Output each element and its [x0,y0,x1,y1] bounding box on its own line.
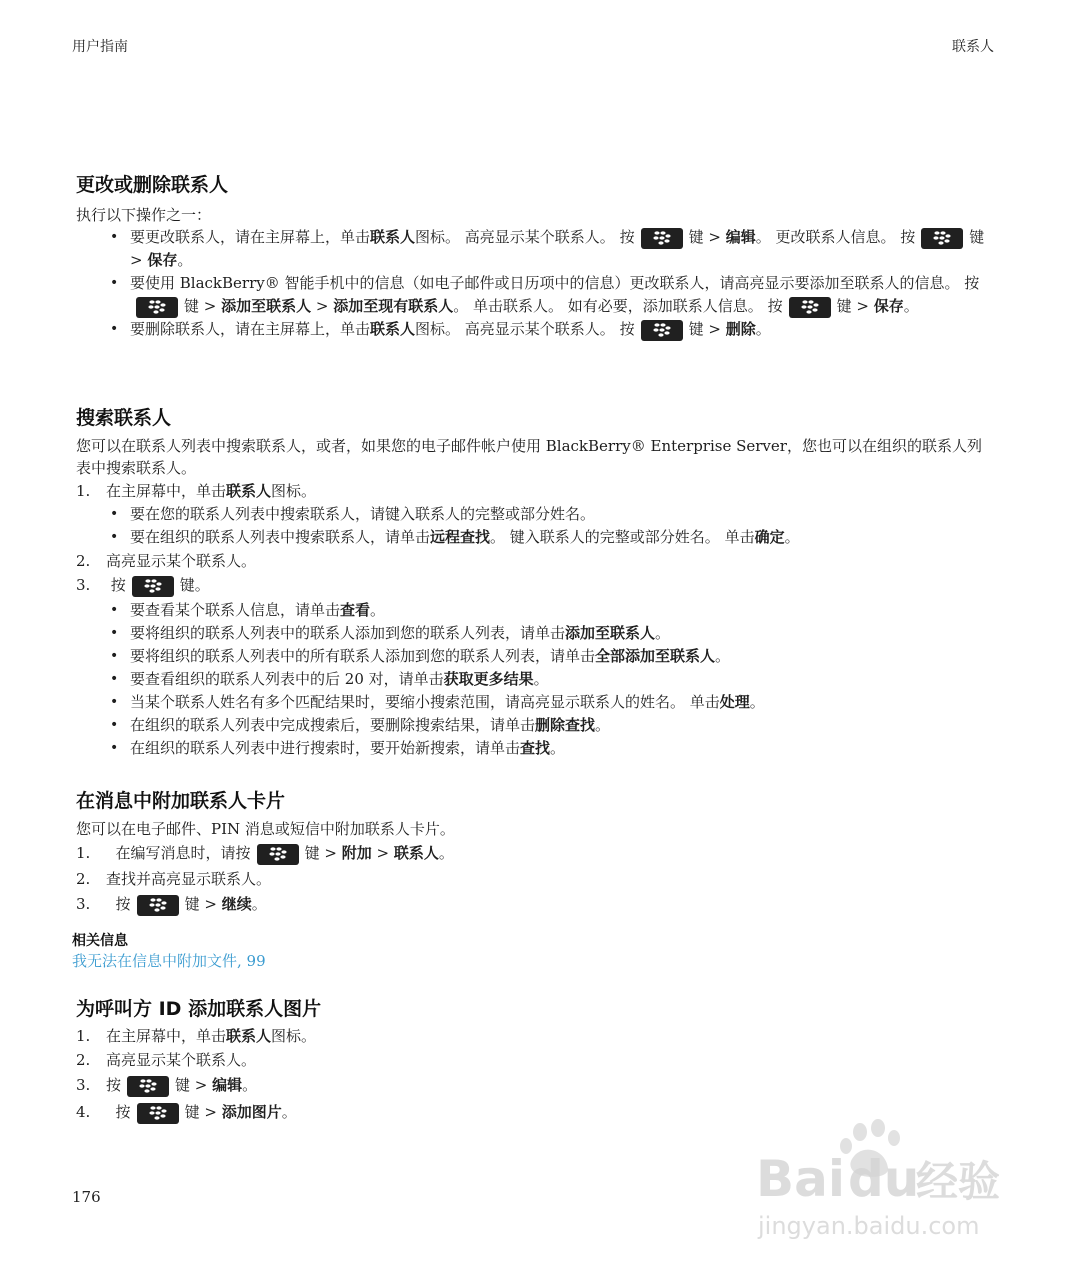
list-item: • 要删除联系人，请在主屏幕上，单击联系人图标。 高亮显示某个联系人。 按 键 > 删除。 [76,318,996,341]
header-title: 用户指南 [72,39,128,55]
list-item: • 要将组织的联系人列表中的联系人添加到您的联系人列表，请单击添加至联系人。 [76,622,996,645]
svg-text:du: du [848,1150,920,1208]
list-item: • 在组织的联系人列表中进行搜索时，要开始新搜索，请单击查找。 [76,737,996,760]
bullet-list [76,226,996,341]
intro-text: 执行以下操作之一： [76,206,212,224]
intro-text: 您可以在联系人列表中搜索联系人，或者，如果您的电子邮件帐户使用 BlackBerry® Enterprise Server，您也可以在组织的联系人列表中搜索联系人。 [76,437,982,477]
blackberry-menu-key-icon [137,895,179,916]
step: 3. 按 键。 [76,573,996,597]
baidu-jingyan-watermark-logo [756,1116,1006,1266]
blackberry-menu-key-icon [789,297,831,318]
section-title: 更改或删除联系人 [76,174,229,196]
section-attach-contact-card [76,788,996,918]
list-item: • 要查看组织的联系人列表中的后 20 对，请单击获取更多结果。 [76,668,996,691]
svg-text:经验: 经验 [916,1157,1001,1206]
step: 2. 高亮显示某个联系人。 [76,552,257,570]
page-number: 176 [72,1188,101,1206]
header-section: 联系人 [952,39,994,55]
related-info-link[interactable]: 我无法在信息中附加文件, 99 [72,952,266,970]
list-item: • 要在您的联系人列表中搜索联系人，请键入联系人的完整或部分姓名。 [76,503,996,526]
blackberry-menu-key-icon [132,576,174,597]
section-title: 在消息中附加联系人卡片 [76,790,286,812]
list-item: • 要使用 BlackBerry® 智能手机中的信息（如电子邮件或日历项中的信息）更改联系人，请高亮显示要添加至联系人的信息。 按 键 > 添加至联系人 > 添加至现有联系人。 单击联系人。 如有必要，添加联系人信息。 按 键 > 保存。 [76,272,996,318]
section-title: 为呼叫方 ID 添加联系人图片 [76,998,322,1020]
blackberry-menu-key-icon [641,320,683,341]
step: 2. 查找并高亮显示联系人。 [76,870,272,888]
list-item: • 当某个联系人姓名有多个匹配结果时，要缩小搜索范围，请高亮显示联系人的姓名。 单击处理。 [76,691,996,714]
blackberry-menu-key-icon [257,844,299,865]
list-item: • 在组织的联系人列表中完成搜索后，要删除搜索结果，请单击删除查找。 [76,714,996,737]
blackberry-menu-key-icon [136,297,178,318]
section-change-delete-contact [76,172,996,341]
blackberry-menu-key-icon [921,228,963,249]
section-search-contact [76,405,996,760]
step: 1. 在主屏幕中，单击联系人图标。 [76,1027,317,1045]
step: 1. 在主屏幕中，单击联系人图标。 [76,482,317,500]
list-item: • 要在组织的联系人列表中搜索联系人，请单击远程查找。 键入联系人的完整或部分姓名。 单击确定。 [76,526,996,549]
step: 3. 按 键 > 编辑。 [76,1072,996,1099]
blackberry-menu-key-icon [127,1076,169,1097]
section-caller-id-picture [76,996,996,1126]
intro-text: 您可以在电子邮件、PIN 消息或短信中附加联系人卡片。 [76,820,455,838]
list-item: • 要更改联系人，请在主屏幕上，单击联系人图标。 高亮显示某个联系人。 按 键 > 编辑。 更改联系人信息。 按 键 > 保存。 [76,226,996,272]
blackberry-menu-key-icon [137,1103,179,1124]
step: 1. 在编写消息时，请按 键 > 附加 > 联系人。 [76,840,996,867]
bullet-list [76,503,996,549]
blackberry-menu-key-icon [641,228,683,249]
svg-text:Bai: Bai [756,1150,845,1208]
svg-text:jingyan.baidu.com: jingyan.baidu.com [758,1212,980,1240]
section-title: 搜索联系人 [76,407,172,429]
related-info-title: 相关信息 [72,933,128,949]
step: 3. 按 键 > 继续。 [76,891,996,918]
bullet-list [76,599,996,760]
list-item: • 要将组织的联系人列表中的所有联系人添加到您的联系人列表，请单击全部添加至联系人。 [76,645,996,668]
step: 2. 高亮显示某个联系人。 [76,1051,257,1069]
list-item: • 要查看某个联系人信息，请单击查看。 [76,599,996,622]
step: 4. 按 键 > 添加图片。 [76,1099,996,1126]
